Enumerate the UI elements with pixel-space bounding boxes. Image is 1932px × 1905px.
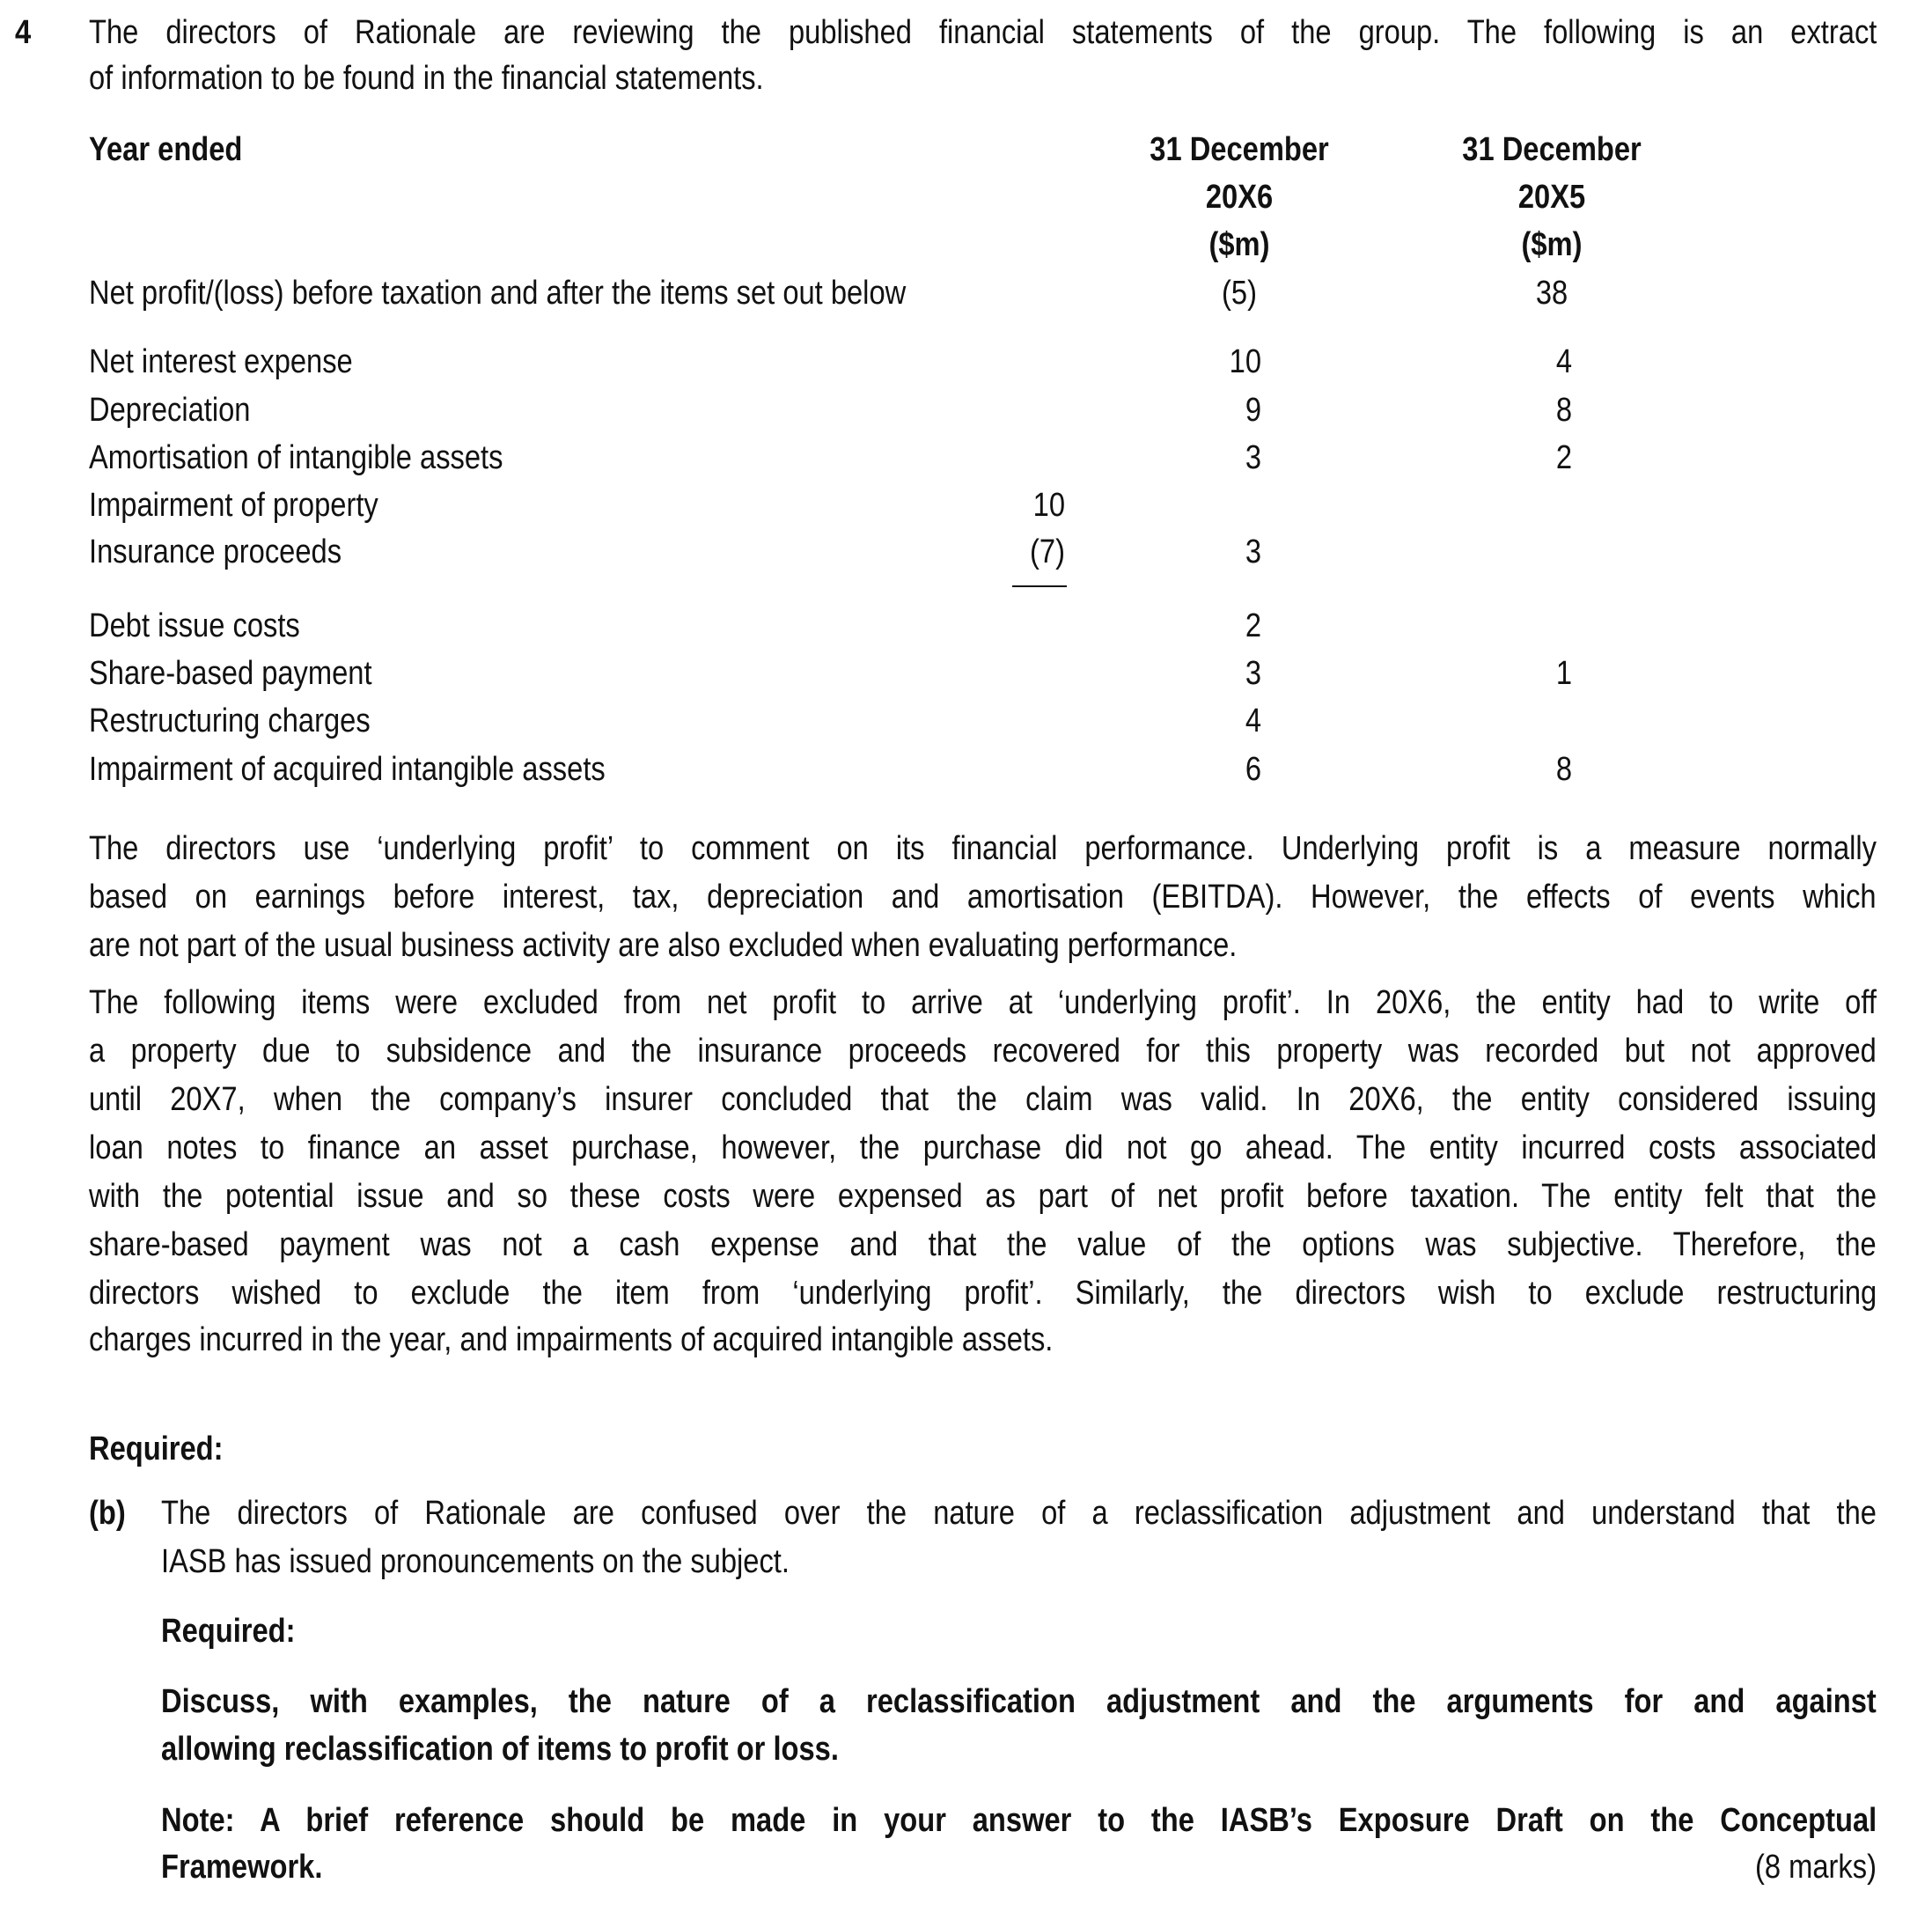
underlying-line: based on earnings before interest, tax, depreciation and amortisation (EBITDA). However, the effects of events which [89, 879, 1877, 916]
year-ended-label: Year ended [89, 131, 243, 168]
col-header-20x5-year: 20X5 [1517, 179, 1586, 216]
col-header-20x6-unit: ($m) [1208, 226, 1270, 263]
items-line: until 20X7, when the company’s insurer concluded that the claim was valid. In 20X6, the entity considered issuing [89, 1081, 1877, 1118]
row-value-20x6: 3 [1245, 439, 1261, 476]
row-subvalue: (7) [1030, 533, 1065, 570]
items-line: a property due to subsidence and the insurance proceeds recovered for this property was recorded but not approved [89, 1033, 1877, 1070]
row-label: Insurance proceeds [89, 533, 342, 570]
underlying-line: The directors use ‘underlying profit’ to comment on its financial performance. Underlying profit is a measure normally [89, 830, 1877, 867]
subtotal-underline [1012, 585, 1067, 587]
net-profit-label: Net profit/(loss) before taxation and after the items set out below [89, 275, 907, 312]
row-label: Impairment of property [89, 487, 378, 524]
items-line: directors wished to exclude the item from ‘underlying profit’. Similarly, the directors wish to exclude restructuring [89, 1275, 1877, 1312]
items-line: with the potential issue and so these costs were expensed as part of net profit before taxation. The entity felt that the [89, 1178, 1877, 1215]
row-label: Restructuring charges [89, 702, 371, 739]
row-value-20x5: 8 [1555, 392, 1572, 429]
part-b-task-line: allowing reclassification of items to profit or loss. [161, 1731, 839, 1768]
row-label: Depreciation [89, 392, 251, 429]
marks-label: (8 marks) [1755, 1849, 1877, 1886]
row-label: Amortisation of intangible assets [89, 439, 503, 476]
row-value-20x6: 10 [1229, 343, 1261, 380]
col-header-20x5-unit: ($m) [1521, 226, 1583, 263]
net-profit-20x5: 38 [1535, 275, 1568, 312]
row-label: Share-based payment [89, 655, 372, 692]
row-value-20x5: 8 [1555, 751, 1572, 788]
intro-line: of information to be found in the financial statements. [89, 60, 764, 97]
part-b-note-line: Note: A brief reference should be made in your answer to the IASB’s Exposure Draft on the Conceptual [161, 1802, 1877, 1839]
row-value-20x6: 9 [1245, 392, 1261, 429]
items-line: charges incurred in the year, and impairments of acquired intangible assets. [89, 1321, 1054, 1358]
row-value-20x6: 2 [1245, 607, 1261, 644]
row-value-20x6: 6 [1245, 751, 1261, 788]
row-value-20x6: 4 [1245, 702, 1261, 739]
row-value-20x5: 4 [1555, 343, 1572, 380]
part-b-line: The directors of Rationale are confused over the nature of a reclassification adjustment and understand that the [161, 1495, 1877, 1532]
col-header-20x5-date: 31 December [1462, 131, 1642, 168]
question-number: 4 [15, 14, 32, 51]
row-value-20x6: 3 [1245, 655, 1261, 692]
part-b-task-line: Discuss, with examples, the nature of a reclassification adjustment and the arguments for and against [161, 1683, 1877, 1720]
part-b-required-heading: Required: [161, 1613, 296, 1650]
row-label: Impairment of acquired intangible assets [89, 751, 606, 788]
part-b-note-line: Framework. [161, 1849, 323, 1886]
row-value-20x5: 2 [1555, 439, 1572, 476]
underlying-line: are not part of the usual business activity are also excluded when evaluating performance. [89, 927, 1238, 964]
items-line: share-based payment was not a cash expense and that the value of the options was subjective. Therefore, the [89, 1226, 1877, 1263]
required-heading: Required: [89, 1431, 224, 1467]
part-b-line: IASB has issued pronouncements on the subject. [161, 1543, 790, 1580]
col-header-20x6-date: 31 December [1150, 131, 1329, 168]
row-label: Debt issue costs [89, 607, 300, 644]
items-line: loan notes to finance an asset purchase, however, the purchase did not go ahead. The entity incurred costs associated [89, 1129, 1877, 1166]
row-label: Net interest expense [89, 343, 353, 380]
row-subvalue: 10 [1032, 487, 1065, 524]
row-value-20x6: 3 [1245, 533, 1261, 570]
net-profit-20x6: (5) [1222, 275, 1257, 312]
col-header-20x6-year: 20X6 [1205, 179, 1274, 216]
row-value-20x5: 1 [1555, 655, 1572, 692]
part-b-label: (b) [89, 1495, 126, 1532]
intro-line: The directors of Rationale are reviewing the published financial statements of the group. The following is an extract [89, 14, 1877, 51]
items-line: The following items were excluded from net profit to arrive at ‘underlying profit’. In 20X6, the entity had to write off [89, 984, 1877, 1021]
